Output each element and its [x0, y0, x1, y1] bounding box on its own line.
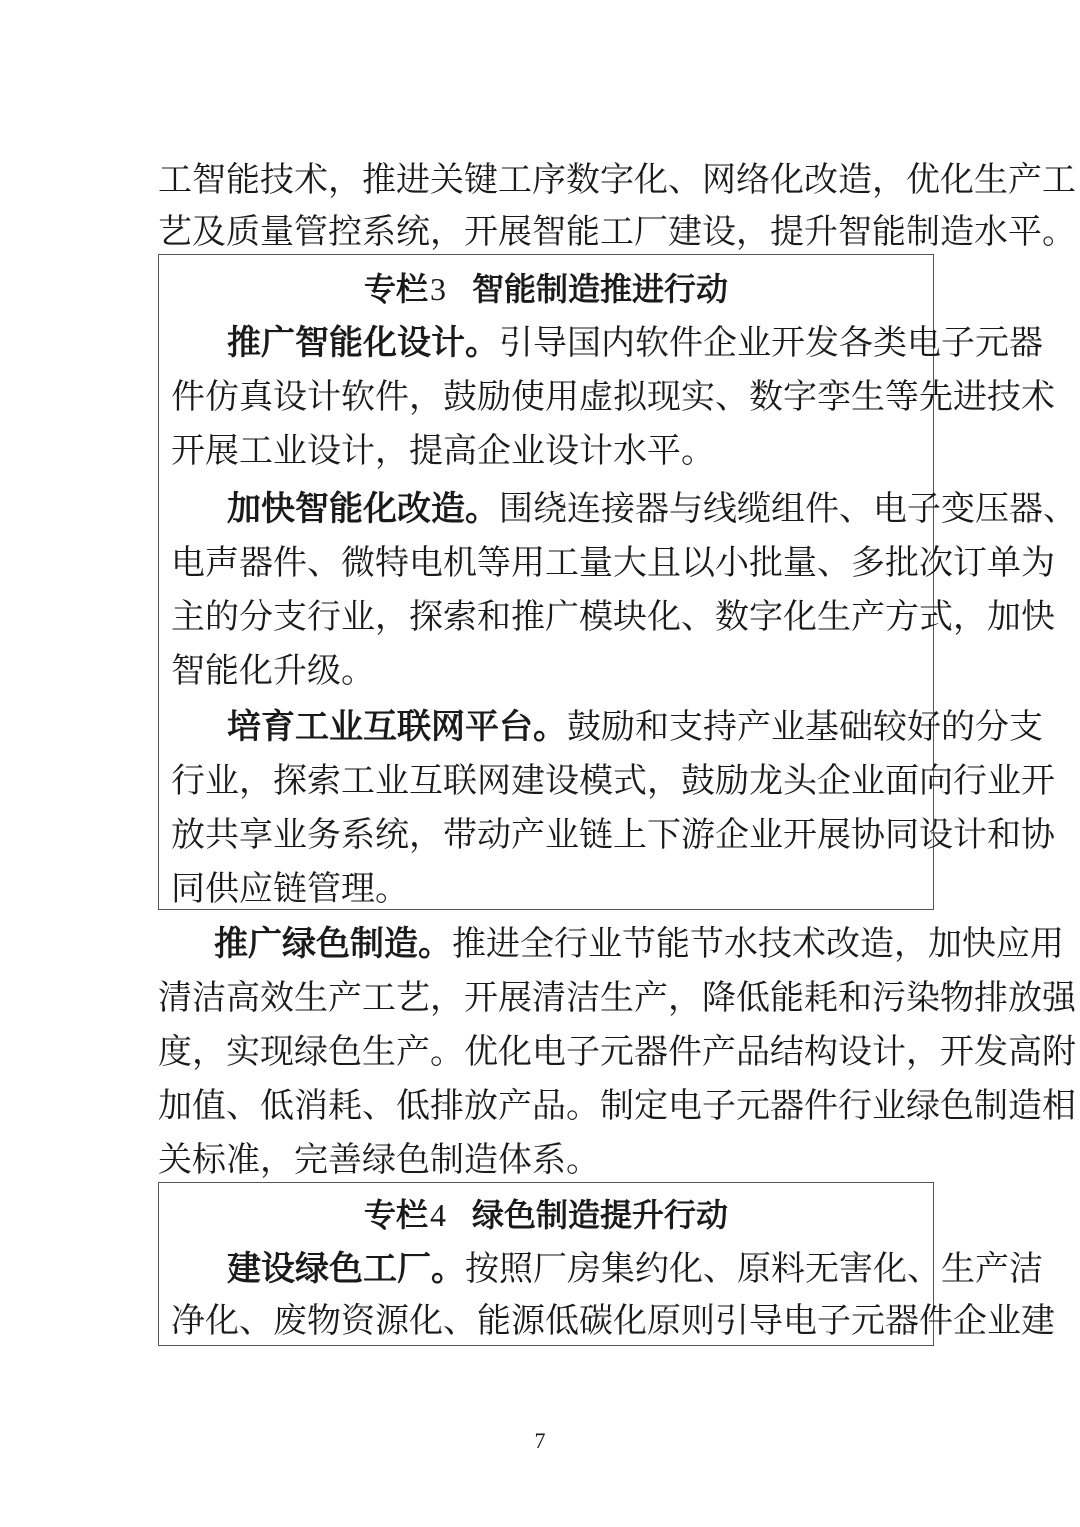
box3-p3-line-2: 行业，探索工业互联网建设模式，鼓励龙头企业面向行业开 — [171, 761, 1055, 801]
box3-title — [159, 267, 933, 311]
box3-title-number: 3 — [430, 271, 446, 307]
box3-p1-heading: 推广智能化设计。 — [227, 323, 499, 363]
box3-p3-line-1 — [171, 705, 1043, 749]
box3-title-prefix: 专栏 — [363, 270, 428, 308]
box3-p2-line-1 — [171, 487, 1077, 531]
intro-line-1: 工智能技术，推进关键工序数字化、网络化改造，优化生产工 — [158, 160, 1076, 200]
box3-p3-text-1: 鼓励和支持产业基础较好的分支 — [567, 707, 1043, 747]
box3-p2-heading: 加快智能化改造。 — [227, 489, 499, 529]
box4-title — [159, 1193, 933, 1237]
box3-p1-line-3: 开展工业设计，提高企业设计水平。 — [171, 431, 715, 471]
green-line-4: 加值、低消耗、低排放产品。制定电子元器件行业绿色制造相 — [158, 1086, 1076, 1126]
box4-p1-heading: 建设绿色工厂。 — [227, 1249, 465, 1289]
box4-title-text: 绿色制造提升行动 — [472, 1196, 729, 1234]
box3-p3-heading: 培育工业互联网平台。 — [227, 707, 567, 747]
box3-p2-line-3: 主的分支行业，探索和推广模块化、数字化生产方式，加快 — [171, 597, 1055, 637]
box3-p3-line-3: 放共享业务系统，带动产业链上下游企业开展协同设计和协 — [171, 815, 1055, 855]
page-number: 7 — [534, 1428, 546, 1453]
green-line-3: 度，实现绿色生产。优化电子元器件产品结构设计，开发高附 — [158, 1032, 1076, 1072]
box3-p2-line-4: 智能化升级。 — [171, 651, 375, 691]
green-heading: 推广绿色制造。 — [214, 924, 452, 964]
box3-p2-line-2: 电声器件、微特电机等用工量大且以小批量、多批次订单为 — [171, 543, 1055, 583]
box4-p1-line-1 — [171, 1247, 1043, 1291]
intro-line-2: 艺及质量管控系统，开展智能工厂建设，提升智能制造水平。 — [158, 212, 1076, 252]
green-text-1: 推进全行业节能节水技术改造，加快应用 — [452, 924, 1064, 964]
green-line-5: 关标准，完善绿色制造体系。 — [158, 1140, 600, 1180]
box3-p1-line-2: 件仿真设计软件，鼓励使用虚拟现实、数字孪生等先进技术 — [171, 377, 1055, 417]
box3-p1-text-1: 引导国内软件企业开发各类电子元器 — [499, 323, 1043, 363]
box4-p1-line-2: 净化、废物资源化、能源低碳化原则引导电子元器件企业建 — [171, 1301, 1055, 1341]
feature-box-3 — [158, 254, 1077, 910]
box3-title-text: 智能制造推进行动 — [472, 270, 729, 308]
feature-box-4 — [158, 1182, 1055, 1346]
box3-p3-line-4: 同供应链管理。 — [171, 869, 409, 909]
green-line-2: 清洁高效生产工艺，开展清洁生产，降低能耗和污染物排放强 — [158, 978, 1076, 1018]
box4-title-prefix: 专栏 — [363, 1196, 428, 1234]
green-line-1 — [158, 922, 1064, 966]
box4-p1-text-1: 按照厂房集约化、原料无害化、生产洁 — [465, 1249, 1043, 1289]
box3-p1-line-1 — [171, 321, 1043, 365]
box4-title-number: 4 — [430, 1197, 446, 1233]
box3-p2-text-1: 围绕连接器与线缆组件、电子变压器、 — [499, 489, 1077, 529]
